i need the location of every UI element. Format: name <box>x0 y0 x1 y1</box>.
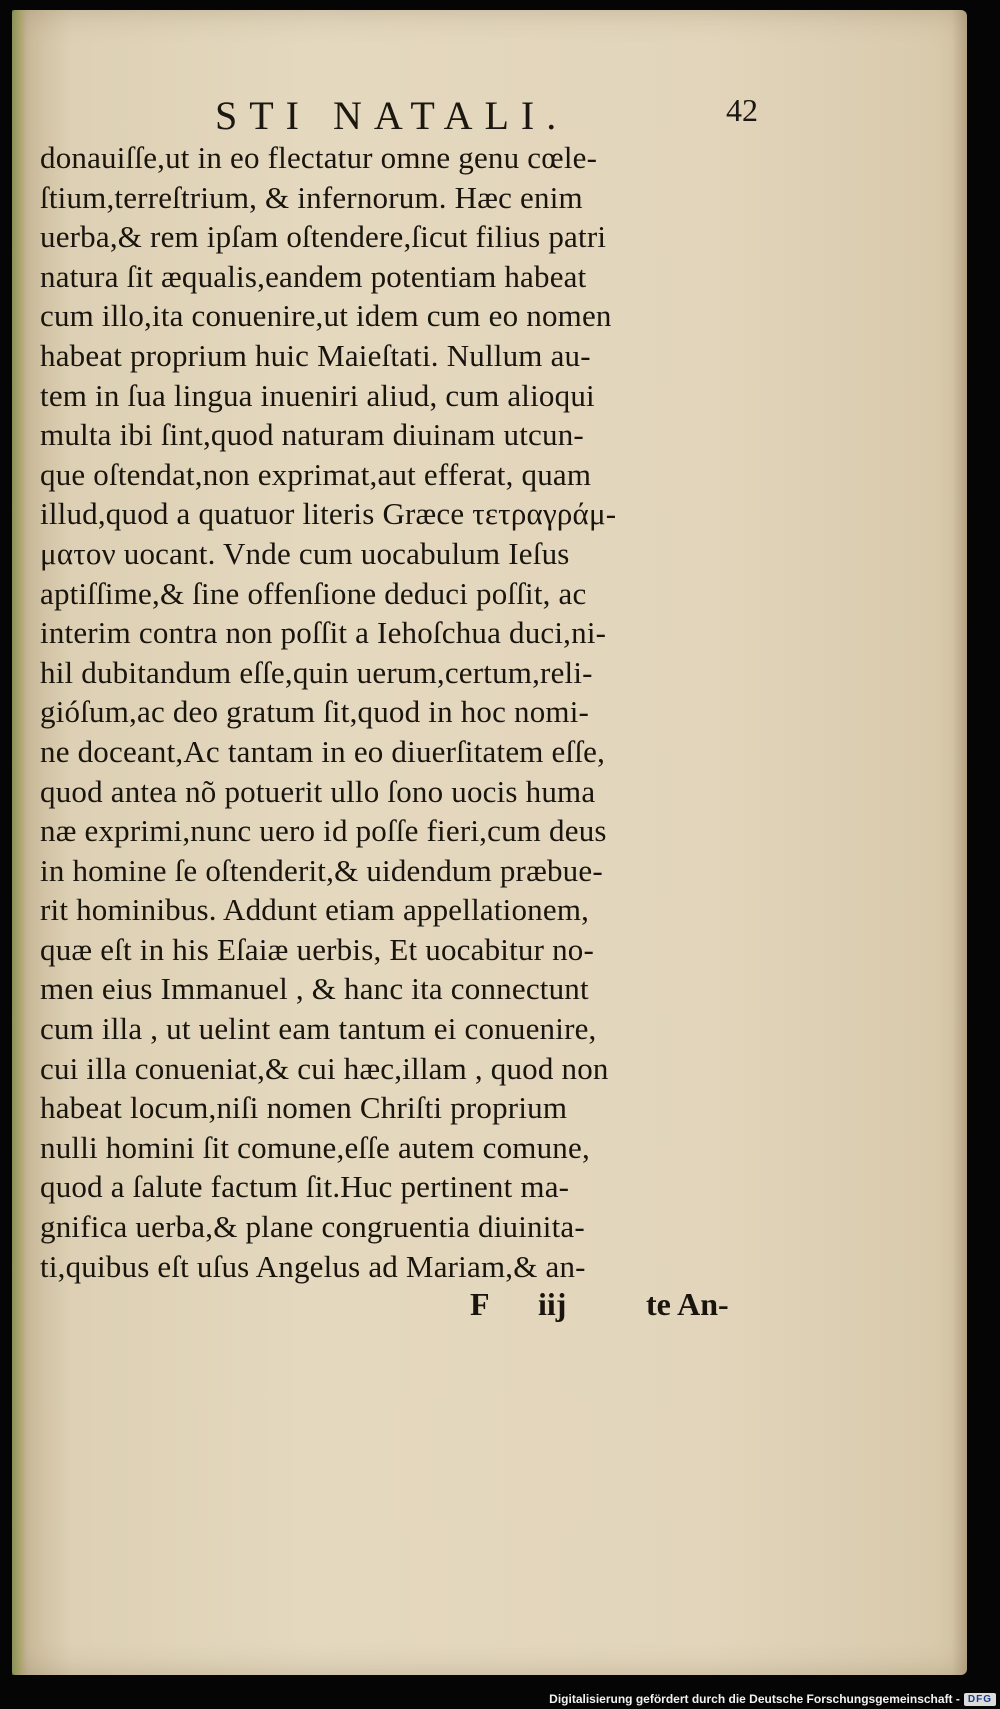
page-edge-color-strip <box>12 10 26 1675</box>
signature-mark: F <box>470 1286 490 1322</box>
text-line: nulli homini ſit comune,eſſe autem comune, <box>40 1129 590 1165</box>
text-line: ματον uocant. Vnde cum uocabulum Ieſus <box>40 535 570 571</box>
text-line: cum illa , ut uelint eam tantum ei conuenire, <box>40 1011 597 1047</box>
text-line: illud,quod a quatuor literis Græce τετραγράμ‑ <box>40 496 617 532</box>
text-line: tem in ſua lingua inueniri aliud, cum alioqui <box>40 377 595 413</box>
text-line: natura ſit æqualis,eandem potentiam habeat <box>40 258 587 294</box>
text-line: ti,quibus eſt uſus Angelus ad Mariam,& an‑ <box>40 1248 586 1284</box>
text-line: uerba,& rem ipſam oſtendere,ſicut filius patri <box>40 219 607 255</box>
text-line: quæ eſt in his Eſaiæ uerbis, Et uocabitur no‑ <box>40 931 594 967</box>
text-line: aptiſſime,& ſine offenſione deduci poſſit, ac <box>40 575 587 611</box>
running-head: STI NATALI. <box>215 93 569 138</box>
text-line: que oſtendat,non exprimat,aut efferat, quam <box>40 456 592 492</box>
credit-text: Digitalisierung gefördert durch die Deutsche Forschungsgemeinschaft - <box>549 1692 960 1706</box>
text-line: quod antea nõ potuerit ullo ſono uocis huma <box>40 773 596 809</box>
text-line: in homine ſe oſtenderit,& uidendum præbue‑ <box>40 852 603 888</box>
text-line: gióſum,ac deo gratum ſit,quod in hoc nomi‑ <box>40 694 590 730</box>
text-line: ſtium,terreſtrium, & infernorum. Hæc enim <box>40 179 583 215</box>
text-line: quod a ſalute factum ſit.Huc pertinent ma‑ <box>40 1169 570 1205</box>
digitization-credit <box>549 1692 996 1706</box>
text-line: interim contra non poſſit a Iehoſchua duci,ni‑ <box>40 615 607 651</box>
catchword: te An‑ <box>646 1286 729 1322</box>
text-line: donauiſſe,ut in eo flectatur omne genu cœle‑ <box>40 140 598 175</box>
text-line: hil dubitandum eſſe,quin uerum,certum,reli‑ <box>40 654 593 690</box>
text-line: ne doceant,Ac tantam in eo diuerſitatem eſſe, <box>40 733 606 769</box>
text-line: cum illo,ita conuenire,ut idem cum eo nomen <box>40 298 612 334</box>
signature-number: iij <box>538 1286 567 1322</box>
folio-number: 42 <box>726 92 758 128</box>
dfg-logo: DFG <box>964 1693 996 1706</box>
text-line: multa ibi ſint,quod naturam diuinam utcun‑ <box>40 417 584 453</box>
text-line: cui illa conueniat,& cui hæc,illam , quod non <box>40 1050 609 1086</box>
text-line: men eius Immanuel , & hanc ita connectunt <box>40 971 589 1007</box>
text-line: rit hominibus. Addunt etiam appellationem, <box>40 892 590 928</box>
text-line: gnifica uerba,& plane congruentia diuinita‑ <box>40 1209 585 1245</box>
text-line: habeat locum,niſi nomen Chriſti proprium <box>40 1090 568 1126</box>
signature-line <box>470 1286 770 1323</box>
text-line: habeat proprium huic Maieſtati. Nullum au‑ <box>40 337 591 373</box>
text-line: næ exprimi,nunc uero id poſſe fieri,cum deus <box>40 813 607 849</box>
body-text <box>40 138 770 1286</box>
